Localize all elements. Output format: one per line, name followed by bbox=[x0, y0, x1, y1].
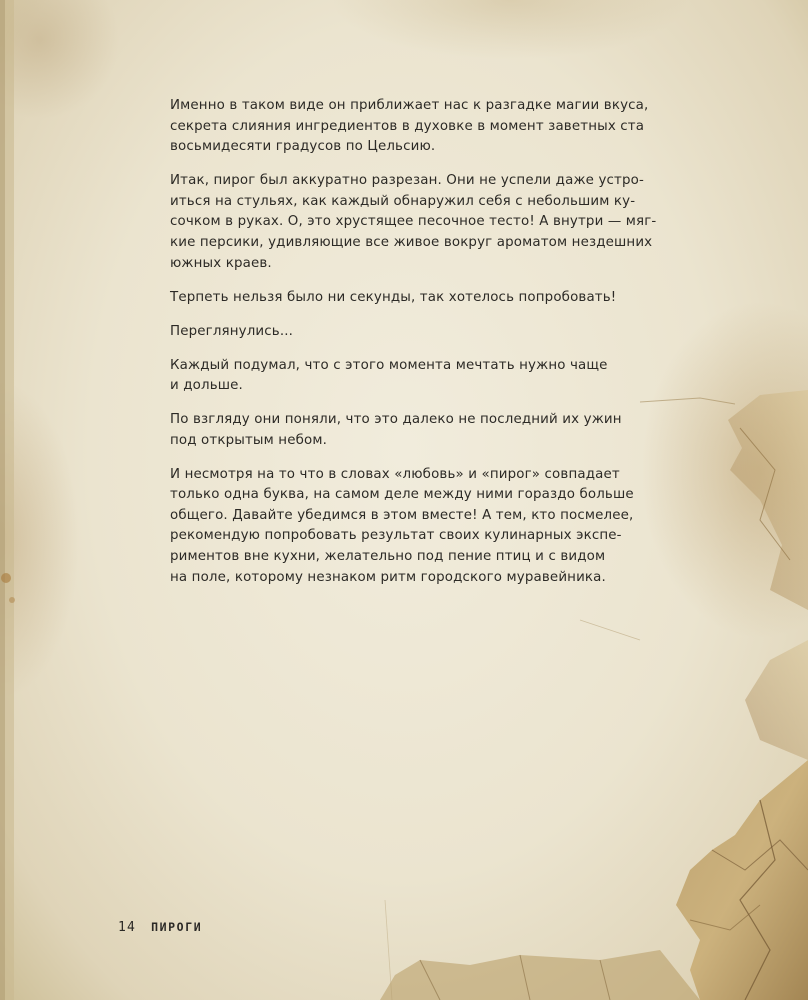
text-line: южных краев. bbox=[170, 255, 272, 271]
text-line: иться на стульях, как каждый обнаружил себя с небольшим ку- bbox=[170, 193, 636, 209]
text-line: Каждый подумал, что с этого момента мечтать нужно чаще bbox=[170, 357, 608, 373]
page-footer bbox=[118, 920, 202, 935]
body-text bbox=[170, 96, 657, 602]
text-line: Итак, пирог был аккуратно разрезан. Они не успели даже устро- bbox=[170, 173, 644, 189]
text-line: общего. Давайте убедимся в этом вместе! А тем, кто посмелее, bbox=[170, 507, 634, 523]
paper-stain bbox=[0, 380, 80, 700]
paragraph bbox=[170, 356, 650, 397]
text-line: и дольше. bbox=[170, 378, 243, 394]
text-line: кие персики, удивляющие все живое вокруг ароматом нездешних bbox=[170, 234, 653, 250]
paper-stain bbox=[330, 0, 690, 60]
text-line: на поле, которому незнаком ритм городского муравейника. bbox=[170, 569, 606, 585]
text-line: рекомендую попробовать результат своих кулинарных экспе- bbox=[170, 528, 622, 544]
text-line: восьмидесяти градусов по Цельсию. bbox=[170, 139, 436, 155]
text-line: под открытым небом. bbox=[170, 432, 327, 448]
text-line: По взгляду они поняли, что это далеко не последний их ужин bbox=[170, 412, 622, 428]
text-line: риментов вне кухни, желательно под пение птиц и с видом bbox=[170, 549, 606, 565]
paragraph bbox=[170, 322, 650, 343]
paragraph bbox=[170, 96, 650, 158]
paper-stain bbox=[640, 300, 808, 640]
text-line: Именно в таком виде он приближает нас к разгадке магии вкуса, bbox=[170, 98, 649, 113]
text-line: сочком в руках. О, это хрустящее песочное тесто! А внутри — мяг- bbox=[170, 214, 657, 230]
paper-stain bbox=[0, 0, 120, 120]
text-line: только одна буква, на самом деле между ними гораздо больше bbox=[170, 487, 634, 503]
page-number: 14 bbox=[118, 920, 137, 935]
paragraph bbox=[170, 171, 657, 274]
text-line: И несмотря на то что в словах «любовь» и «пирог» совпадает bbox=[170, 466, 620, 482]
paragraph bbox=[170, 288, 650, 309]
text-line: Переглянулись... bbox=[170, 323, 294, 339]
paragraph bbox=[170, 465, 650, 589]
section-title: ПИРОГИ bbox=[151, 920, 203, 934]
text-line: секрета слияния ингредиентов в духовке в момент заветных ста bbox=[170, 118, 645, 134]
text-line: Терпеть нельзя было ни секунды, так хотелось попробовать! bbox=[170, 289, 617, 305]
paragraph bbox=[170, 410, 650, 451]
